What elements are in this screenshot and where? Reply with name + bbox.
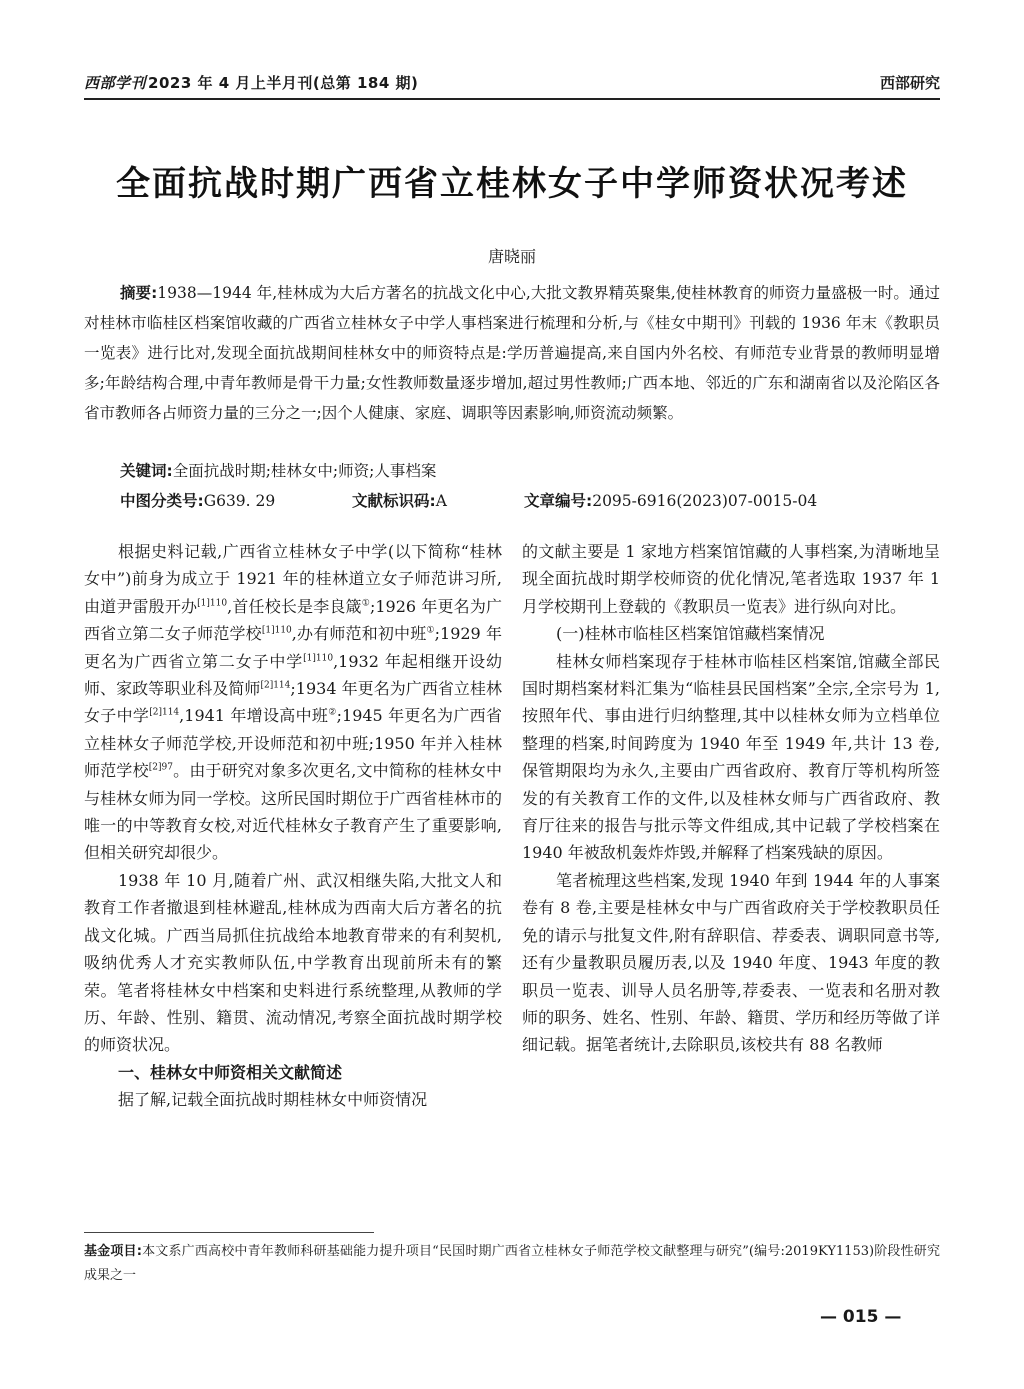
citation-ref: [1]110 (261, 625, 292, 636)
clc-number (120, 486, 275, 516)
article-title: 全面抗战时期广西省立桂林女子中学师资状况考述 (116, 164, 908, 204)
funding-label: 基金项目: (84, 1244, 142, 1259)
footnote-divider (84, 1232, 374, 1233)
body-paragraph: 1938 年 10 月,随着广州、武汉相继失陷,大批文人和教育工作者撤退到桂林避乱,桂林成为西南大后方著名的抗战文化城。广西当局抓住抗战给本地教育带来的有利契机,吸纳优秀人才充实教师队伍,中学教育出现前所未有的繁荣。笔者将桂林女中档案和史料进行系统整理,从教师的学历、年龄、性别、籍贯、流动情况,考察全面抗战时期学校的师资状况。 (84, 870, 502, 1055)
subsection-heading: (一)桂林市临桂区档案馆馆藏档案情况 (556, 624, 825, 644)
keywords-label: 关键词: (120, 462, 173, 480)
text-run: ,1941 年增设高中班 (179, 706, 329, 726)
clc-value: G639. 29 (203, 492, 276, 510)
text-run: ;1945 年更名为广西省立桂林女子师范学校,开设师范和初中班;1950 年并入桂林师范学校 (84, 706, 502, 781)
section-heading: 一、桂林女中师资相关文献简述 (118, 1062, 343, 1082)
body-column-left (84, 538, 502, 1114)
text-run: ,1932 年起相继开设幼师、家政等职业科及简师 (84, 651, 502, 699)
page-number: — 015 — (820, 1307, 902, 1327)
text-run: ,办有师范和初中班 (291, 624, 427, 644)
footnote-ref: ① (361, 598, 370, 609)
author-name: 唐晓丽 (487, 247, 536, 266)
text-run: ;1929 年更名为广西省立第二女子中学 (84, 624, 502, 671)
body-paragraph: 的文献主要是 1 家地方档案馆馆藏的人事档案,为清晰地呈现全面抗战时期学校师资的优化情况,笔者选取 1937 年 1 月学校期刊上登载的《教职员一览表》进行纵向对比。 (522, 542, 940, 616)
abstract-text: 1938—1944 年,桂林成为大后方著名的抗战文化中心,大批文教界精英聚集,使桂林教育的师资力量盛极一时。通过对桂林市临桂区档案馆收藏的广西省立桂林女子中学人事档案进行梳理和分析,与《桂女中期刊》刊载的 1936 年末《教职员一览表》进行比对,发现全面抗战期间桂林女中的师资特点是:学历普遍提高,来自国内外名校、有师范专业背景的教师明显增多;年龄结构合理,中青年教师是骨干力量;女性教师数量逐步增加,超过男性教师;广西本地、邻近的广东和湖南省以及沦陷区各省市教师各占师资力量的三分之一;因个人健康、家庭、调职等因素影响,师资流动频繁。 (84, 284, 940, 422)
funding-text: 本文系广西高校中青年教师科研基础能力提升项目“民国时期广西省立桂林女子师范学校文献整理与研究”(编号:2019KY1153)阶段性研究成果之一 (84, 1244, 940, 1283)
citation-ref: [2]97 (148, 762, 173, 773)
doc-code-value: A (435, 492, 447, 510)
footnote-ref: ① (426, 625, 435, 636)
text-run: ;1934 年更名为广西省立桂林女子中学 (84, 679, 502, 726)
citation-ref: [1]110 (197, 598, 228, 609)
body-paragraph: 桂林女师档案现存于桂林市临桂区档案馆,馆藏全部民国时期档案材料汇集为“临桂县民国档案”全宗,全宗号为 1,按照年代、事由进行归纳整理,其中以桂林女师为立档单位整理的档案,时间跨度为 1940 年至 1949 年,共计 13 卷,保管期限均为永久,主要由广西省政府、教育厅等机构所签发的有关教育工作的文件,以及桂林女师与广西省政府、教育厅往来的报告与批示等文件组成,其中记载了学校档案在 1940 年被敌机轰炸炸毁,并解释了档案残缺的原因。 (522, 651, 940, 863)
article-number (524, 486, 817, 516)
body-paragraph: 据了解,记载全面抗战时期桂林女中师资情况 (118, 1090, 428, 1110)
text-run: 根据史料记载,广西省立桂林女子中学(以下简称“桂林女中”)前身为成立于 1921 年的桂林道立女子师范讲习所,由道尹雷殷开办 (84, 542, 502, 616)
abstract-label: 摘要: (120, 284, 158, 302)
body-column-right (522, 538, 940, 1059)
running-header (84, 70, 940, 100)
document-code (352, 486, 447, 516)
citation-ref: [2]114 (260, 680, 291, 691)
citation-ref: [1]110 (303, 653, 334, 664)
body-paragraph: 笔者梳理这些档案,发现 1940 年到 1944 年的人事案卷有 8 卷,主要是桂林女中与广西省政府关于学校教职员任免的请示与批复文件,附有辞职信、荐委表、调职同意书等,还有少量教职员履历表,以及 1940 年度、1943 年度的教职员一览表、训导人员名册等,荐委表、一览表和名册对教师的职务、姓名、性别、年龄、籍贯、学历和经历等做了详细记载。据笔者统计,去除职员,该校共有 88 名教师 (522, 870, 940, 1055)
doc-code-label: 文献标识码: (352, 492, 436, 510)
keywords (120, 456, 940, 486)
journal-issue (84, 72, 418, 93)
body-paragraph (84, 538, 502, 867)
funding-footnote (84, 1240, 940, 1288)
text-run: ,首任校长是李良箴 (227, 596, 362, 616)
article-number-value: 2095-6916(2023)07-0015-04 (592, 492, 818, 510)
article-number-label: 文章编号: (524, 492, 593, 510)
section-label: 西部研究 (879, 74, 940, 92)
citation-ref: [2]114 (149, 708, 180, 719)
journal-logo: 西部学刊 (84, 74, 147, 92)
text-run: 。由于研究对象多次更名,文中简称的桂林女中与桂林女师为同一学校。这所民国时期位于广西省桂林市的唯一的中等教育女校,对近代桂林女子教育产生了重要影响,但相关研究却很少。 (84, 761, 502, 863)
issue-label: 2023 年 4 月上半月刊(总第 184 期) (148, 74, 419, 92)
text-run: ;1926 年更名为广西省立第二女子师范学校 (84, 596, 502, 644)
footnote-ref: ② (328, 708, 337, 719)
abstract (84, 278, 940, 428)
keywords-text: 全面抗战时期;桂林女中;师资;人事档案 (172, 462, 437, 480)
clc-label: 中图分类号: (120, 492, 204, 510)
